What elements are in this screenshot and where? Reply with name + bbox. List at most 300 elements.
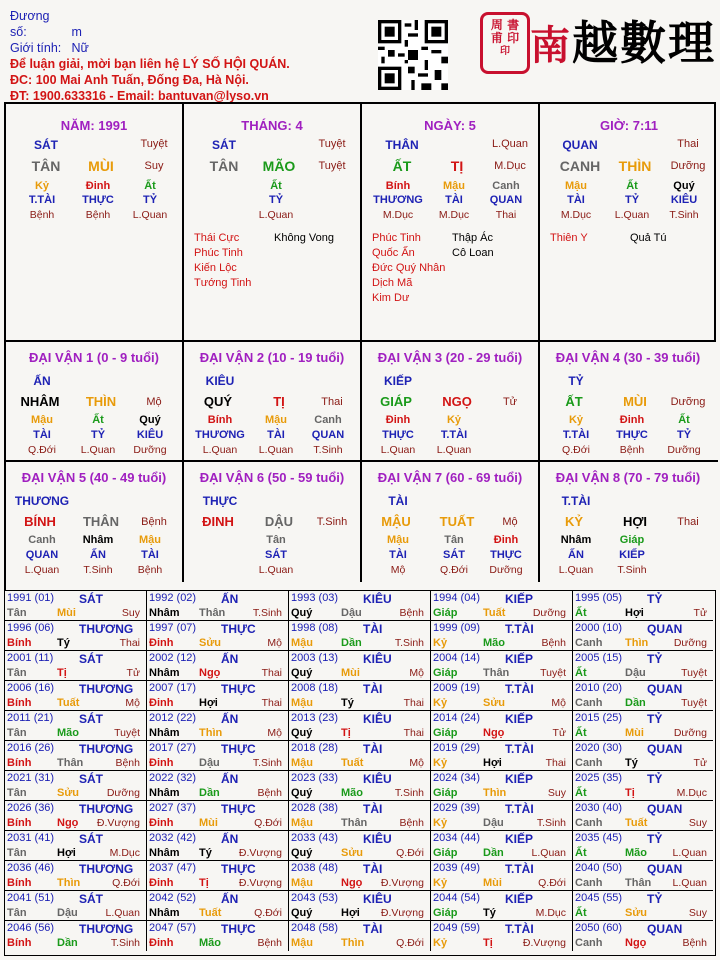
year-cell — [289, 891, 431, 921]
year-can: Giáp — [433, 787, 458, 799]
dai-van-title: ĐẠI VẬN 6 (50 - 59 tuổi) — [199, 470, 345, 485]
hidden-rel: L.Quan — [202, 444, 238, 456]
pillar-god: THÂN — [385, 138, 419, 152]
pillar-0 — [6, 104, 184, 340]
year-cell — [147, 741, 289, 771]
year-cell — [431, 591, 573, 621]
year-cell — [573, 771, 713, 801]
year-label: 2000 (10) — [575, 622, 623, 634]
year-god: KIÊU — [363, 832, 392, 846]
year-rel: Thai — [403, 727, 424, 739]
year-chi: Mùi — [483, 877, 502, 889]
year-label: 2011 (21) — [7, 712, 54, 724]
year-rel: Bệnh — [682, 937, 707, 949]
year-chi: Sửu — [625, 907, 648, 919]
year-chi: Hợi — [199, 697, 218, 709]
hidden-rel: L.Quan — [380, 444, 416, 456]
header-info — [10, 8, 360, 104]
year-rel: M.Dục — [676, 787, 707, 799]
year-can: Kỷ — [433, 877, 448, 889]
year-chi: Tị — [199, 877, 209, 889]
year-can: Nhâm — [149, 667, 180, 679]
year-cell — [431, 621, 573, 651]
year-label: 2004 (14) — [433, 652, 481, 664]
dai-van-section — [4, 342, 716, 590]
year-label: 2013 (23) — [291, 712, 339, 724]
year-cell — [5, 831, 147, 861]
year-cell — [431, 831, 573, 861]
hidden-god: TÀI — [267, 429, 285, 441]
year-chi: Thân — [341, 817, 368, 829]
hidden-stem: Kỷ — [446, 414, 462, 426]
dai-van-title: ĐẠI VẬN 8 (70 - 79 tuổi) — [555, 470, 701, 485]
year-god: TÀI — [363, 742, 383, 756]
year-can: Quý — [291, 847, 313, 859]
dai-van-2 — [184, 342, 362, 462]
pillar-3 — [540, 104, 718, 340]
dai-van-title: ĐẠI VẬN 1 (0 - 9 tuổi) — [28, 350, 159, 365]
year-can: Mậu — [291, 757, 313, 769]
year-chi: Thìn — [57, 877, 81, 889]
year-cell — [289, 921, 431, 951]
year-chi: Tuất — [341, 757, 364, 769]
year-chi: Thìn — [483, 787, 507, 799]
year-chi: Ngọ — [625, 937, 647, 949]
dai-van-can: BÍNH — [24, 514, 56, 529]
year-god: ẤN — [221, 772, 239, 786]
year-rel: Tuyệt — [114, 727, 140, 739]
owner-value: m — [71, 25, 82, 39]
year-chi: Sửu — [341, 847, 364, 859]
pillar-top-rel: Tuyệt — [140, 138, 168, 150]
pillar-chi: MÙI — [88, 158, 114, 174]
year-label: 2024 (34) — [433, 772, 481, 784]
year-label: 1995 (05) — [575, 592, 623, 604]
year-cell — [289, 831, 431, 861]
dai-van-6 — [184, 462, 362, 582]
hidden-rel: T.Sinh — [669, 209, 699, 221]
year-god: TỶ — [647, 832, 663, 846]
year-chi: Mão — [341, 787, 363, 799]
hidden-god: THỰC — [82, 194, 114, 206]
dai-van-rel: Thai — [677, 516, 699, 528]
year-rel: L.Quan — [672, 847, 707, 859]
pillar-title: THÁNG: 4 — [241, 118, 303, 133]
hidden-rel: T.Sinh — [83, 564, 113, 576]
year-can: Canh — [575, 757, 603, 769]
pillar-top-rel: L.Quan — [491, 138, 529, 150]
dai-van-god: THƯƠNG — [14, 494, 70, 508]
year-god: THỰC — [221, 922, 256, 936]
year-label: 2046 (56) — [7, 922, 55, 934]
hidden-rel: Q.Đới — [28, 444, 56, 456]
hidden-rel: Thai — [495, 209, 517, 221]
hidden-god: QUAN — [25, 549, 59, 561]
year-chi: Mão — [483, 637, 505, 649]
year-chi: Thìn — [625, 637, 649, 649]
year-can: Kỷ — [433, 937, 448, 949]
hidden-god: KIÊU — [670, 194, 698, 206]
dai-van-title: ĐẠI VẬN 3 (20 - 29 tuổi) — [377, 350, 523, 365]
year-cell — [5, 621, 147, 651]
year-chi: Hợi — [57, 847, 76, 859]
year-cell — [573, 801, 713, 831]
hidden-stem: Đinh — [619, 414, 645, 426]
year-chi: Dậu — [625, 667, 646, 679]
year-can: Bính — [7, 637, 32, 649]
hidden-rel: L.Quan — [258, 209, 294, 221]
dai-van-4 — [540, 342, 718, 462]
four-pillars — [4, 102, 716, 342]
year-label: 2025 (35) — [575, 772, 623, 784]
year-rel: Suy — [121, 607, 140, 619]
dai-van-1 — [6, 342, 184, 462]
year-cell — [431, 891, 573, 921]
year-label: 2042 (52) — [149, 892, 197, 904]
year-rel: Bệnh — [399, 817, 424, 829]
year-can: Đinh — [149, 817, 174, 829]
year-rel: Tử — [126, 667, 140, 679]
dai-van-can: GIÁP — [380, 394, 412, 409]
good-star: Quốc Ấn — [372, 247, 415, 259]
year-cell — [573, 711, 713, 741]
hidden-stem: Đinh — [493, 534, 519, 546]
year-god: KIÊU — [363, 892, 392, 906]
year-cell — [573, 861, 713, 891]
year-god: TỶ — [647, 772, 663, 786]
year-chi: Tị — [57, 667, 67, 679]
year-rel: Tuyệt — [681, 697, 707, 709]
hidden-stem: Tân — [444, 534, 464, 546]
year-label: 2015 (25) — [575, 712, 623, 724]
year-cell — [289, 861, 431, 891]
hidden-rel: T.Sinh — [617, 564, 647, 576]
hidden-god: ẤN — [568, 549, 584, 561]
hidden-rel: Bệnh — [29, 209, 55, 221]
year-chi: Tý — [483, 907, 496, 919]
year-cell — [5, 861, 147, 891]
year-rel: Đ.Vượng — [522, 937, 566, 949]
year-can: Mậu — [291, 637, 313, 649]
hidden-rel: L.Quan — [614, 209, 650, 221]
year-rel: Mộ — [409, 667, 424, 679]
dai-van-chi: MÙI — [623, 394, 647, 409]
year-god: THỰC — [221, 802, 256, 816]
year-god: SÁT — [79, 652, 103, 666]
hidden-god: QUAN — [489, 194, 523, 206]
year-rel: Mộ — [267, 637, 282, 649]
year-label: 2038 (48) — [291, 862, 339, 874]
year-rel: Thai — [119, 637, 140, 649]
hidden-stem: Ất — [678, 414, 690, 426]
year-cell — [431, 711, 573, 741]
year-god: TÀI — [363, 682, 383, 696]
hidden-stem: Đinh — [385, 414, 411, 426]
year-chi: Tị — [625, 787, 635, 799]
dai-van-god: TỶ — [568, 374, 584, 388]
year-label: 2018 (28) — [291, 742, 339, 754]
year-rel: M.Dục — [535, 907, 566, 919]
year-cell — [431, 771, 573, 801]
year-can: Canh — [575, 637, 603, 649]
year-god: ẤN — [221, 832, 239, 846]
year-god: T.TÀI — [505, 802, 534, 816]
year-label: 2041 (51) — [7, 892, 55, 904]
year-god: SÁT — [79, 892, 103, 906]
hidden-god: TỶ — [90, 429, 106, 441]
hidden-rel: L.Quan — [436, 444, 472, 456]
dai-van-rel: Thai — [321, 396, 343, 408]
year-can: Tân — [7, 787, 27, 799]
year-god: SÁT — [79, 832, 103, 846]
year-chi: Dần — [199, 787, 220, 799]
hidden-god: TÀI — [33, 429, 51, 441]
year-chi: Hợi — [341, 907, 360, 919]
year-rel: Tuyệt — [540, 667, 566, 679]
year-god: SÁT — [79, 592, 103, 606]
hidden-stem: Ất — [92, 414, 104, 426]
hidden-stem: Bính — [207, 414, 233, 426]
year-god: THỰC — [221, 622, 256, 636]
year-can: Giáp — [433, 727, 458, 739]
hidden-rel: Bệnh — [137, 564, 163, 576]
hidden-stem: Bính — [385, 180, 411, 192]
year-rel: Q.Đới — [396, 847, 424, 859]
year-label: 2030 (40) — [575, 802, 623, 814]
hidden-god: THƯƠNG — [195, 429, 245, 441]
year-label: 2009 (19) — [433, 682, 481, 694]
hidden-god: KIÊU — [136, 429, 164, 441]
hidden-stem: Canh — [492, 180, 520, 192]
year-god: QUAN — [647, 622, 683, 636]
year-label: 2019 (29) — [433, 742, 481, 754]
year-rel: Bệnh — [115, 757, 140, 769]
year-can: Bính — [7, 697, 32, 709]
year-can: Bính — [7, 877, 32, 889]
year-chi: Hợi — [625, 607, 644, 619]
year-cell — [289, 801, 431, 831]
dai-van-chi: NGỌ — [442, 394, 472, 409]
year-rel: Tử — [552, 727, 566, 739]
year-can: Mậu — [291, 937, 313, 949]
year-god: QUAN — [647, 682, 683, 696]
hidden-rel: Q.Đới — [440, 564, 468, 576]
year-can: Đinh — [149, 757, 174, 769]
year-god: SÁT — [79, 712, 103, 726]
year-cell — [289, 651, 431, 681]
year-chi: Tý — [57, 637, 70, 649]
dai-van-title: ĐẠI VẬN 7 (60 - 69 tuổi) — [377, 470, 523, 485]
dai-van-5 — [6, 462, 184, 582]
year-label: 2048 (58) — [291, 922, 339, 934]
hidden-stem: Mậu — [139, 534, 161, 546]
year-chi: Dậu — [341, 607, 362, 619]
year-can: Nhâm — [149, 787, 180, 799]
year-can: Kỷ — [433, 817, 448, 829]
year-rel: Dưỡng — [532, 607, 566, 619]
dai-van-can: QUÝ — [203, 394, 233, 409]
year-label: 2050 (60) — [575, 922, 623, 934]
year-cell — [289, 711, 431, 741]
year-rel: Mộ — [267, 727, 282, 739]
year-god: TÀI — [363, 622, 383, 636]
year-label: 1997 (07) — [149, 622, 197, 634]
year-chi: Tuất — [199, 907, 222, 919]
year-rel: Tử — [693, 757, 707, 769]
pillar-top-rel: Thai — [677, 138, 699, 150]
pillar-chi: THÌN — [618, 158, 652, 174]
bad-star: Cô Loan — [452, 247, 494, 259]
year-label: 2032 (42) — [149, 832, 197, 844]
year-chi: Thân — [483, 667, 510, 679]
year-god: QUAN — [647, 802, 683, 816]
good-star: Phúc Tinh — [194, 247, 243, 259]
year-can: Quý — [291, 607, 313, 619]
year-label: 1998 (08) — [291, 622, 339, 634]
year-can: Quý — [291, 667, 313, 679]
pillar-god: SÁT — [34, 138, 58, 152]
year-god: T.TÀI — [505, 862, 534, 876]
year-chi: Thìn — [341, 937, 365, 949]
pillar-rel: Suy — [144, 160, 164, 172]
hidden-rel: Dưỡng — [133, 444, 167, 456]
hidden-stem: Ất — [144, 180, 156, 192]
year-label: 2049 (59) — [433, 922, 481, 934]
year-god: TÀI — [363, 862, 383, 876]
year-cell — [147, 681, 289, 711]
good-star: Kim Dư — [372, 292, 410, 304]
dai-van-can: ĐINH — [202, 514, 234, 529]
pillar-god: SÁT — [212, 138, 236, 152]
year-chi: Mão — [57, 727, 79, 739]
year-cell — [147, 711, 289, 741]
year-can: Nhâm — [149, 607, 180, 619]
year-label: 2008 (18) — [291, 682, 339, 694]
dai-van-title: ĐẠI VẬN 5 (40 - 49 tuổi) — [21, 470, 167, 485]
year-cell — [147, 891, 289, 921]
year-rel: L.Quan — [105, 907, 140, 919]
year-can: Bính — [7, 757, 32, 769]
year-can: Ất — [575, 907, 587, 919]
dai-van-god: TÀI — [388, 494, 408, 508]
year-cell — [147, 651, 289, 681]
year-label: 2033 (43) — [291, 832, 339, 844]
year-can: Đinh — [149, 697, 174, 709]
year-rel: Tuyệt — [681, 667, 707, 679]
hidden-rel: L.Quan — [24, 564, 60, 576]
year-god: QUAN — [647, 742, 683, 756]
year-rel: Mộ — [551, 697, 566, 709]
year-god: KIẾP — [505, 592, 534, 606]
year-can: Canh — [575, 937, 603, 949]
pillar-2 — [362, 104, 540, 340]
year-cell — [573, 591, 713, 621]
year-label: 2016 (26) — [7, 742, 55, 754]
year-label: 2040 (50) — [575, 862, 623, 874]
year-cell — [431, 651, 573, 681]
year-cell — [289, 771, 431, 801]
hidden-rel: L.Quan — [132, 209, 168, 221]
year-god: THƯƠNG — [79, 742, 134, 756]
hidden-rel: Dưỡng — [489, 564, 523, 576]
hidden-rel: L.Quan — [258, 564, 294, 576]
seal-logo: 周 書 甫 印 印 — [480, 12, 530, 74]
year-god: THƯƠNG — [79, 622, 134, 636]
hidden-god: QUAN — [311, 429, 345, 441]
year-label: 2005 (15) — [575, 652, 623, 664]
year-can: Đinh — [149, 637, 174, 649]
year-can: Đinh — [149, 877, 174, 889]
hidden-god: TỶ — [268, 194, 284, 206]
hidden-god: SÁT — [265, 549, 287, 561]
year-god: ẤN — [221, 712, 239, 726]
year-chi: Sửu — [199, 637, 222, 649]
year-label: 2043 (53) — [291, 892, 339, 904]
year-chi: Dậu — [483, 817, 504, 829]
year-can: Tân — [7, 607, 27, 619]
hidden-rel: Mộ — [390, 564, 406, 576]
hidden-god: TỶ — [142, 194, 158, 206]
year-rel: Đ.Vượng — [380, 877, 424, 889]
year-god: T.TÀI — [505, 742, 534, 756]
year-chi: Sửu — [483, 697, 506, 709]
year-label: 2007 (17) — [149, 682, 197, 694]
pillar-can: TÂN — [31, 158, 61, 174]
year-rel: Tử — [693, 607, 707, 619]
pillar-can: CANH — [559, 158, 601, 174]
pillar-rel: Tuyệt — [318, 160, 346, 172]
hidden-rel: Q.Đới — [562, 444, 590, 456]
hidden-god: T.TÀI — [440, 429, 468, 441]
year-can: Mậu — [291, 697, 313, 709]
year-cell — [573, 681, 713, 711]
year-label: 2021 (31) — [7, 772, 55, 784]
hidden-rel: Dưỡng — [667, 444, 701, 456]
hidden-god: TÀI — [445, 194, 463, 206]
year-label: 2036 (46) — [7, 862, 55, 874]
year-can: Kỷ — [433, 697, 448, 709]
pillar-title: NĂM: 1991 — [60, 118, 128, 133]
hidden-stem: Mậu — [31, 414, 53, 426]
year-chi: Thân — [625, 877, 652, 889]
dai-van-chi: TỊ — [273, 394, 285, 409]
year-label: 2029 (39) — [433, 802, 481, 814]
hidden-god: THỰC — [490, 549, 522, 561]
year-god: ẤN — [221, 592, 239, 606]
good-star: Thiên Y — [550, 232, 588, 244]
year-god: TỶ — [647, 592, 663, 606]
year-label: 2037 (47) — [149, 862, 197, 874]
pillar-title: NGÀY: 5 — [424, 118, 476, 133]
year-cell — [573, 651, 713, 681]
year-chi: Mão — [625, 847, 647, 859]
dai-van-can: ẤT — [565, 394, 583, 409]
year-can: Giáp — [433, 847, 458, 859]
year-cell — [5, 711, 147, 741]
year-god: KIÊU — [363, 772, 392, 786]
hidden-stem: Mậu — [387, 534, 409, 546]
year-rel: Suy — [688, 817, 707, 829]
year-label: 2010 (20) — [575, 682, 623, 694]
year-cell — [147, 621, 289, 651]
year-god: SÁT — [79, 772, 103, 786]
year-rel: Q.Đới — [254, 817, 282, 829]
year-rel: Đ.Vượng — [380, 907, 424, 919]
year-rel: Thai — [261, 667, 282, 679]
year-cell — [289, 681, 431, 711]
year-cell — [289, 741, 431, 771]
hidden-rel: L.Quan — [558, 564, 594, 576]
